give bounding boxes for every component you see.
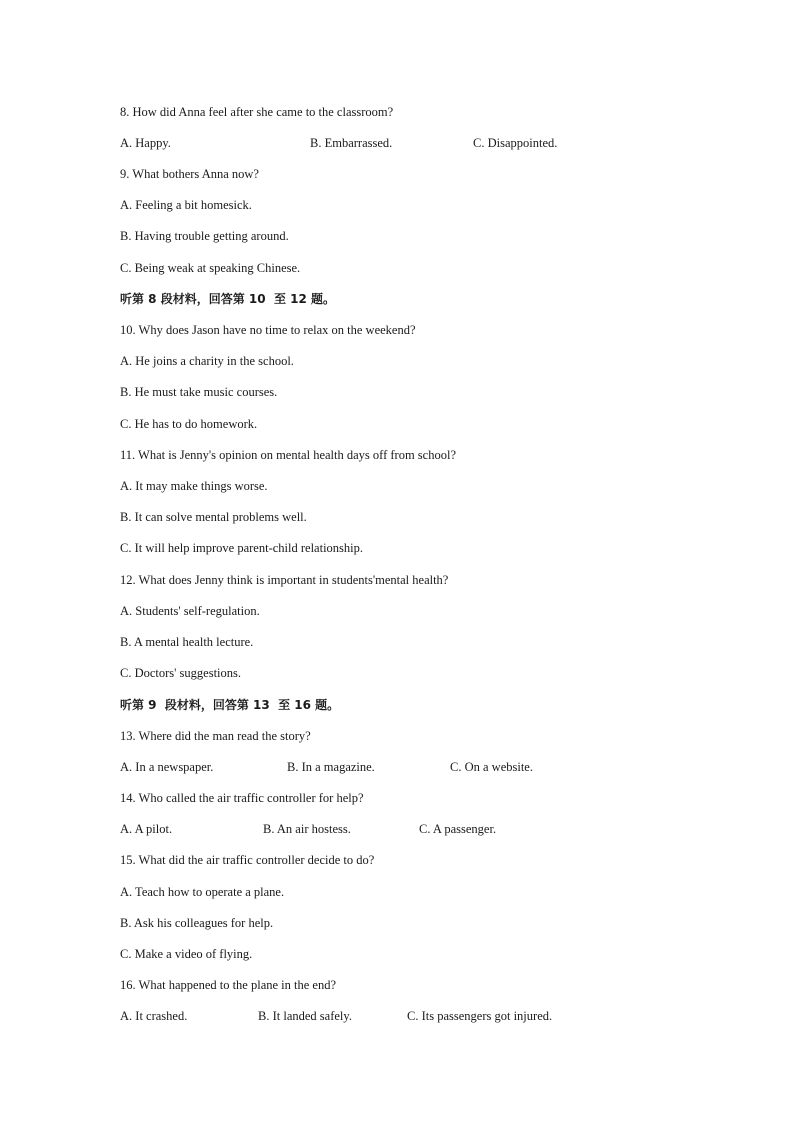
q13-option-a: A. In a newspaper. (120, 760, 214, 774)
question-10: 10. Why does Jason have no time to relax on the weekend? (120, 323, 416, 337)
q14-option-c: C. A passenger. (419, 822, 497, 836)
q9-option-b: B. Having trouble getting around. (120, 229, 289, 243)
question-16: 16. What happened to the plane in the end? (120, 978, 337, 992)
question-12: 12. What does Jenny think is important in students'mental health? (120, 573, 449, 587)
q9-option-c: C. Being weak at speaking Chinese. (120, 261, 301, 275)
q13-option-b: B. In a magazine. (287, 760, 375, 774)
q12-option-a: A. Students' self-regulation. (120, 604, 260, 618)
q16-option-c: C. Its passengers got injured. (407, 1009, 553, 1023)
q15-option-c: C. Make a video of flying. (120, 947, 253, 961)
question-11: 11. What is Jenny's opinion on mental health days off from school? (120, 448, 456, 462)
q8-option-a: A. Happy. (120, 136, 171, 150)
q8-option-c: C. Disappointed. (473, 136, 558, 150)
question-15: 15. What did the air traffic controller decide to do? (120, 853, 375, 867)
question-9: 9. What bothers Anna now? (120, 167, 259, 181)
q13-option-c: C. On a website. (450, 760, 533, 774)
question-13: 13. Where did the man read the story? (120, 729, 311, 743)
q10-option-a: A. He joins a charity in the school. (120, 354, 294, 368)
q11-option-b: B. It can solve mental problems well. (120, 510, 307, 524)
section-heading-8: 听第 8 段材料，回答第 10 至 12 题。 (120, 292, 335, 306)
q10-option-c: C. He has to do homework. (120, 417, 258, 431)
q10-option-b: B. He must take music courses. (120, 385, 278, 399)
q15-option-a: A. Teach how to operate a plane. (120, 885, 285, 899)
q16-option-a: A. It crashed. (120, 1009, 188, 1023)
section-heading-9: 听第 9 段材料，回答第 13 至 16 题。 (120, 698, 340, 712)
question-14: 14. Who called the air traffic controller for help? (120, 791, 364, 805)
q11-option-c: C. It will help improve parent-child relationship. (120, 541, 363, 555)
q15-option-b: B. Ask his colleagues for help. (120, 916, 274, 930)
q14-option-b: B. An air hostess. (263, 822, 351, 836)
q14-option-a: A. A pilot. (120, 822, 173, 836)
q12-option-b: B. A mental health lecture. (120, 635, 254, 649)
q9-option-a: A. Feeling a bit homesick. (120, 198, 252, 212)
q12-option-c: C. Doctors' suggestions. (120, 666, 242, 680)
q11-option-a: A. It may make things worse. (120, 479, 268, 493)
question-8: 8. How did Anna feel after she came to the classroom? (120, 105, 394, 119)
q8-option-b: B. Embarrassed. (310, 136, 393, 150)
q16-option-b: B. It landed safely. (258, 1009, 352, 1023)
